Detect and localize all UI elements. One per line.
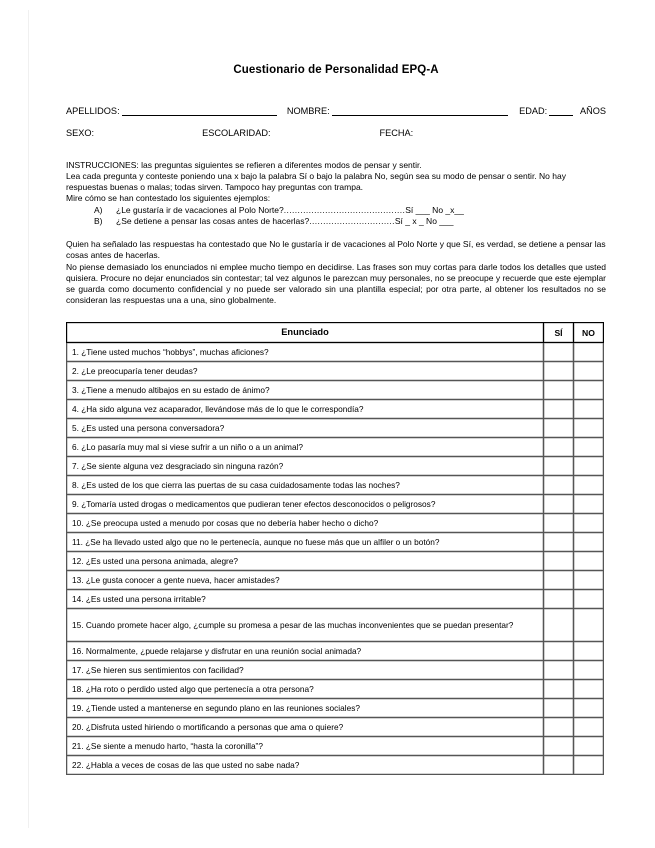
answer-cell-no[interactable]	[574, 737, 604, 756]
explanation-paragraph: Quien ha señalado las respuestas ha contestado que No le gustaría ir de vacaciones al Polo Norte y que Sí, es verdad, se detiene a pensar las cosas antes de hacerlas.	[66, 239, 606, 261]
answer-cell-si[interactable]	[544, 661, 574, 680]
table-header-row	[67, 323, 604, 343]
answer-cell-no[interactable]	[574, 343, 604, 362]
question-text: 19. ¿Tiende usted a mantenerse en segundo plano en las reuniones sociales?	[67, 699, 544, 718]
example-letter: A)	[94, 204, 103, 215]
table-row	[67, 457, 604, 476]
question-text: 16. Normalmente, ¿puede relajarse y disfrutar en una reunión social animada?	[67, 642, 544, 661]
answer-cell-si[interactable]	[544, 362, 574, 381]
table-row	[67, 476, 604, 495]
nombre-label: NOMBRE:	[286, 105, 330, 116]
questions-table-wrapper	[66, 322, 606, 775]
question-text: 10. ¿Se preocupa usted a menudo por cosas que no debería haber hecho o dicho?	[67, 514, 544, 533]
answer-cell-no[interactable]	[574, 419, 604, 438]
table-row	[67, 737, 604, 756]
answer-cell-no[interactable]	[574, 590, 604, 609]
example-answer: Sí _ x _ No ___	[394, 216, 454, 227]
answer-cell-no[interactable]	[574, 642, 604, 661]
question-text: 2. ¿Le preocuparía tener deudas?	[67, 362, 544, 381]
answer-cell-no[interactable]	[574, 680, 604, 699]
anos-label: AÑOS	[579, 105, 607, 116]
question-text: 15. Cuando promete hacer algo, ¿cumple su promesa a pesar de las muchas inconvenientes que se puedan presentar?	[67, 609, 544, 642]
table-row	[67, 495, 604, 514]
answer-cell-no[interactable]	[574, 552, 604, 571]
answer-cell-si[interactable]	[544, 476, 574, 495]
example-question: ¿Le gustaría ir de vacaciones al Polo Norte?	[116, 204, 284, 215]
table-row	[67, 552, 604, 571]
answer-cell-si[interactable]	[544, 609, 574, 642]
question-text: 18. ¿Ha roto o perdido usted algo que pertenecía a otra persona?	[67, 680, 544, 699]
answer-cell-no[interactable]	[574, 381, 604, 400]
instructions-line-2: Lea cada pregunta y conteste poniendo una x bajo la palabra Sí o bajo la palabra No, según sea su modo de pensar o sentir. No hay respuestas buenas o malas; todas sirven. Tampoco hay preguntas con trampa.	[66, 171, 566, 193]
table-row	[67, 438, 604, 457]
question-text: 1. ¿Tiene usted muchos “hobbys”, muchas aficiones?	[67, 343, 544, 362]
instructions-line-1: INSTRUCCIONES: las preguntas siguientes se refieren a diferentes modos de pensar y sentir.	[66, 159, 422, 170]
questions-table	[66, 322, 604, 775]
answer-cell-no[interactable]	[574, 661, 604, 680]
answer-cell-no[interactable]	[574, 476, 604, 495]
question-text: 6. ¿Lo pasaría muy mal si viese sufrir a un niño o a un animal?	[67, 438, 544, 457]
answer-cell-si[interactable]	[544, 680, 574, 699]
question-text: 8. ¿Es usted de los que cierra las puertas de su casa cuidadosamente todas las noches?	[67, 476, 544, 495]
table-row	[67, 609, 604, 642]
table-body	[67, 343, 604, 775]
answer-cell-si[interactable]	[544, 514, 574, 533]
answer-cell-si[interactable]	[544, 419, 574, 438]
column-header-enunciado: Enunciado	[67, 323, 544, 343]
document-content	[66, 0, 606, 775]
table-row	[67, 680, 604, 699]
answer-cell-si[interactable]	[544, 590, 574, 609]
answer-cell-no[interactable]	[574, 699, 604, 718]
table-row	[67, 533, 604, 552]
table-row	[67, 514, 604, 533]
answer-cell-si[interactable]	[544, 718, 574, 737]
table-header	[67, 323, 604, 343]
answer-cell-no[interactable]	[574, 438, 604, 457]
document-page	[14, 0, 641, 848]
table-row	[67, 381, 604, 400]
column-header-no: NO	[574, 323, 604, 343]
answer-cell-si[interactable]	[544, 438, 574, 457]
examples-list	[66, 205, 606, 228]
answer-cell-si[interactable]	[544, 737, 574, 756]
apellidos-label: APELLIDOS:	[66, 105, 120, 116]
table-row	[67, 590, 604, 609]
instructions-section	[66, 160, 606, 307]
table-row	[67, 642, 604, 661]
answer-cell-no[interactable]	[574, 533, 604, 552]
answer-cell-si[interactable]	[544, 457, 574, 476]
form-row-details	[66, 123, 606, 138]
question-text: 14. ¿Es usted una persona irritable?	[67, 590, 544, 609]
apellidos-input[interactable]	[122, 106, 278, 116]
answer-cell-si[interactable]	[544, 400, 574, 419]
answer-cell-no[interactable]	[574, 457, 604, 476]
question-text: 4. ¿Ha sido alguna vez acaparador, llevándose más de lo que le correspondía?	[67, 400, 544, 419]
table-row	[67, 419, 604, 438]
table-row	[67, 400, 604, 419]
answer-cell-no[interactable]	[574, 756, 604, 775]
page-title: Cuestionario de Personalidad EPQ-A	[233, 64, 439, 76]
answer-cell-si[interactable]	[544, 533, 574, 552]
list-item	[66, 205, 606, 217]
answer-cell-si[interactable]	[544, 381, 574, 400]
example-letter: B)	[94, 216, 103, 227]
answer-cell-si[interactable]	[544, 552, 574, 571]
answer-cell-si[interactable]	[544, 495, 574, 514]
answer-cell-si[interactable]	[544, 343, 574, 362]
fecha-label: FECHA:	[379, 127, 414, 138]
question-text: 20. ¿Disfruta usted hiriendo o mortificando a personas que ama o quiere?	[67, 718, 544, 737]
closing-paragraph: No piense demasiado los enunciados ni emplee mucho tiempo en decidirse. Las frases son muy cortas para darle todos los detalles que usted quisiera. Procure no dejar enunciados sin contestar; tal vez algunos le parezcan muy personales, no se preocupe y recuerde que este ejemplar se guarda como documento confidencial y no puede ser valorado sin una plantilla especial; por otra parte, al obtener los resultados no se consideran las respuestas una a una, sino globalmente.	[66, 261, 606, 306]
question-text: 11. ¿Se ha llevado usted algo que no le pertenecía, aunque no fuese más que un alfiler o un botón?	[67, 533, 544, 552]
edad-label: EDAD:	[519, 105, 548, 116]
answer-cell-si[interactable]	[544, 756, 574, 775]
table-row	[67, 756, 604, 775]
question-text: 12. ¿Es usted una persona animada, alegre?	[67, 552, 544, 571]
question-text: 5. ¿Es usted una persona conversadora?	[67, 419, 544, 438]
answer-cell-no[interactable]	[574, 609, 604, 642]
sexo-label: SEXO:	[66, 127, 95, 138]
dot-leader: ...............................	[309, 216, 395, 227]
escolaridad-label: ESCOLARIDAD:	[202, 127, 271, 138]
page-edge	[28, 10, 29, 828]
table-row	[67, 718, 604, 737]
table-row	[67, 699, 604, 718]
edad-input[interactable]	[549, 106, 573, 116]
answer-cell-si[interactable]	[544, 571, 574, 590]
question-text: 17. ¿Se hieren sus sentimientos con facilidad?	[67, 661, 544, 680]
answer-cell-no[interactable]	[574, 514, 604, 533]
question-text: 3. ¿Tiene a menudo altibajos en su estado de ánimo?	[67, 381, 544, 400]
table-row	[67, 362, 604, 381]
question-text: 9. ¿Tomaría usted drogas o medicamentos que pudieran tener efectos desconocidos o peligrosos?	[67, 495, 544, 514]
form-row-identity	[66, 101, 606, 116]
question-text: 22. ¿Habla a veces de cosas de las que usted no sabe nada?	[67, 756, 544, 775]
answer-cell-no[interactable]	[574, 362, 604, 381]
nombre-input[interactable]	[332, 106, 508, 116]
table-row	[67, 343, 604, 362]
example-answer: Sí ___ No _x__	[405, 204, 464, 215]
answer-cell-no[interactable]	[574, 495, 604, 514]
list-item	[66, 216, 606, 228]
table-row	[67, 571, 604, 590]
column-header-si: SÍ	[544, 323, 574, 343]
table-row	[67, 661, 604, 680]
answer-cell-no[interactable]	[574, 718, 604, 737]
respondent-form	[66, 101, 606, 138]
examples-intro: Mire cómo se han contestado los siguientes ejemplos:	[66, 193, 271, 204]
answer-cell-si[interactable]	[544, 642, 574, 661]
question-text: 21. ¿Se siente a menudo harto, “hasta la coronilla”?	[67, 737, 544, 756]
answer-cell-no[interactable]	[574, 400, 604, 419]
question-text: 7. ¿Se siente alguna vez desgraciado sin ninguna razón?	[67, 457, 544, 476]
answer-cell-si[interactable]	[544, 699, 574, 718]
example-question: ¿Se detiene a pensar las cosas antes de hacerlas?	[116, 216, 310, 227]
question-text: 13. ¿Le gusta conocer a gente nueva, hacer amistades?	[67, 571, 544, 590]
answer-cell-no[interactable]	[574, 571, 604, 590]
dot-leader: ............................................	[283, 204, 406, 215]
